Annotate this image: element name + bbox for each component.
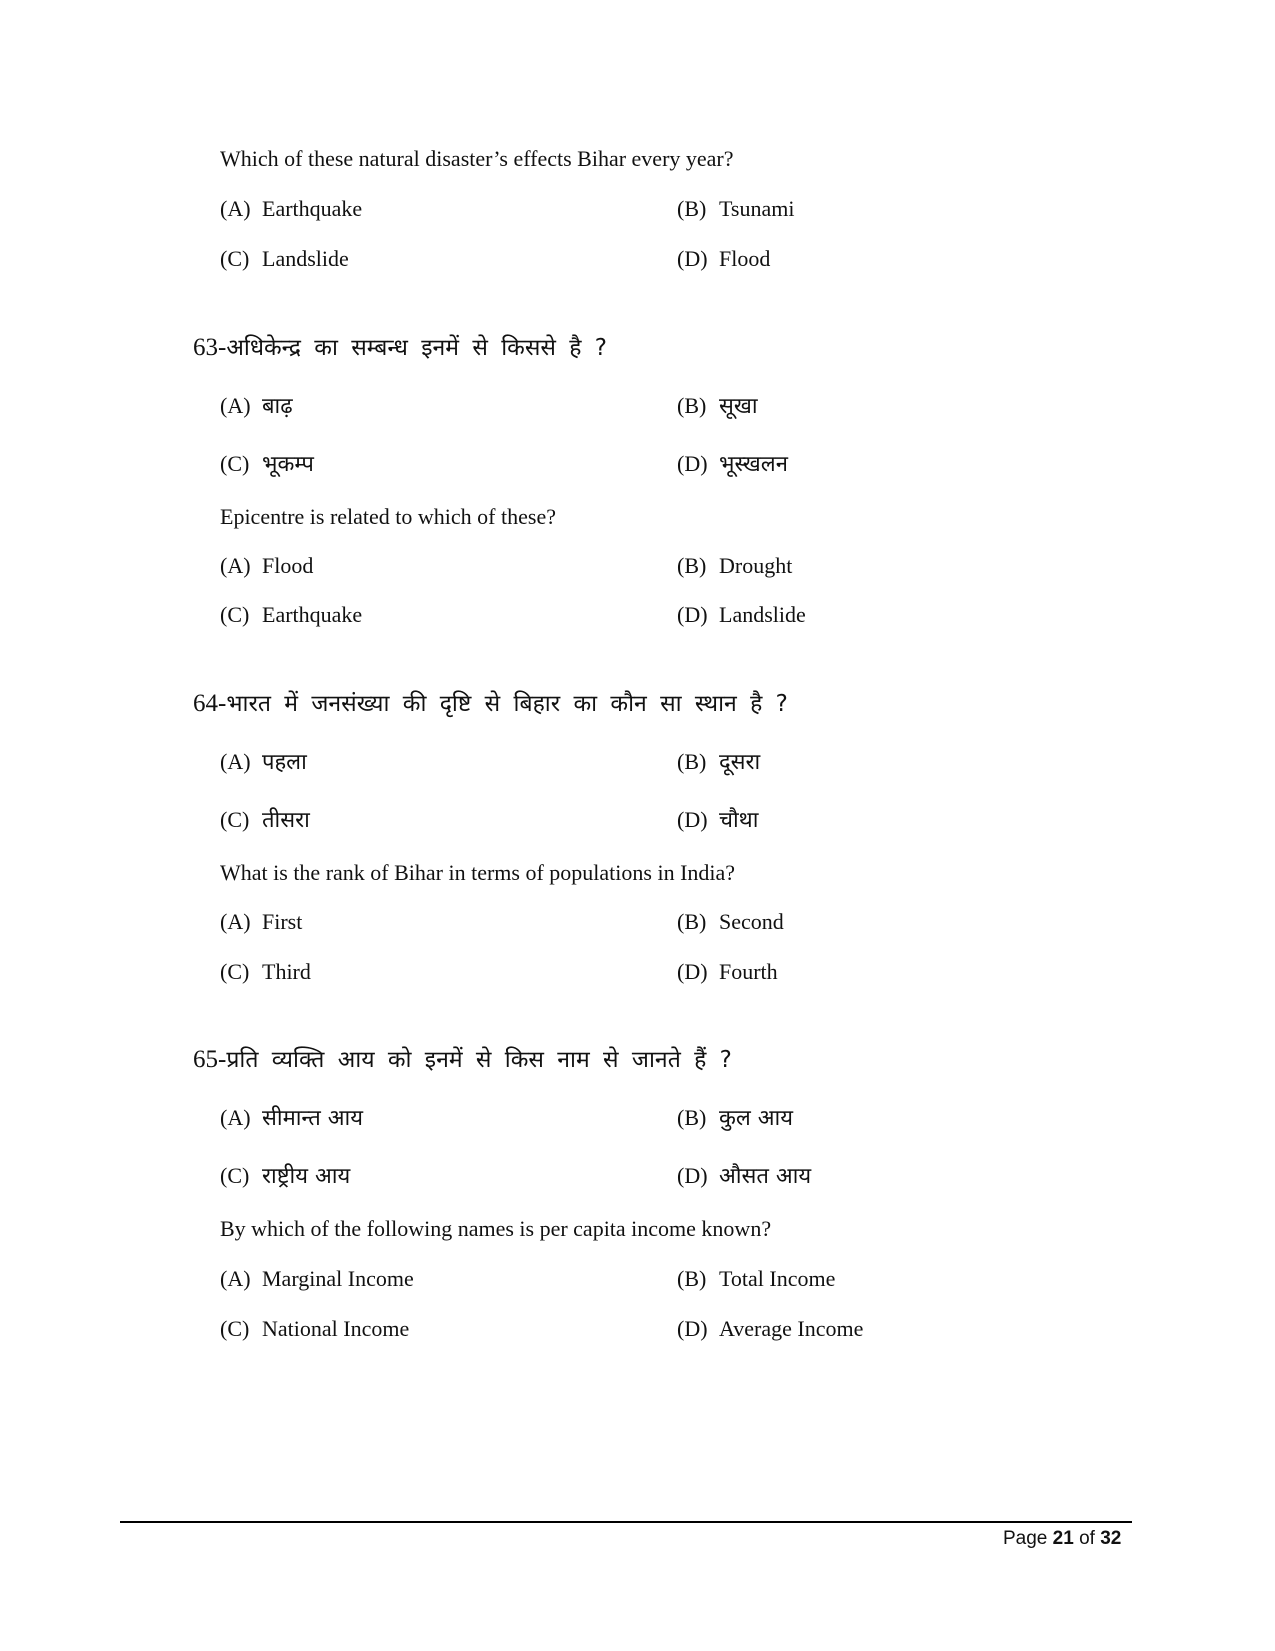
option-label: (C) bbox=[220, 1316, 250, 1341]
current-page: 21 bbox=[1052, 1528, 1074, 1549]
option-label: (D) bbox=[677, 1316, 708, 1341]
of-word: of bbox=[1079, 1528, 1095, 1549]
q64-hi-option-a bbox=[220, 746, 307, 776]
option-label: (A) bbox=[220, 393, 251, 418]
q65-hi-option-a bbox=[220, 1102, 363, 1132]
option-label: (B) bbox=[677, 1266, 707, 1291]
q64-en-option-b bbox=[677, 909, 784, 935]
option-text: Second bbox=[719, 909, 784, 934]
option-label: (B) bbox=[677, 749, 707, 774]
page-number bbox=[1003, 1528, 1121, 1550]
option-label: (C) bbox=[220, 959, 250, 984]
option-text: Drought bbox=[719, 553, 793, 578]
option-text: Earthquake bbox=[262, 602, 363, 627]
q65-en-option-c bbox=[220, 1316, 409, 1342]
option-text: बाढ़ bbox=[262, 394, 293, 419]
option-label: (D) bbox=[677, 959, 708, 984]
option-text: National Income bbox=[262, 1316, 410, 1341]
option-text: सीमान्त आय bbox=[262, 1106, 363, 1131]
option-text: भूस्खलन bbox=[719, 452, 788, 477]
q64-en-option-c bbox=[220, 959, 311, 985]
question-62-english-text: Which of these natural disaster’s effects Bihar every year? bbox=[220, 146, 734, 171]
q62-option-c bbox=[220, 246, 349, 272]
option-label: (A) bbox=[220, 196, 251, 221]
option-text: Marginal Income bbox=[262, 1266, 414, 1291]
q63-en-option-c bbox=[220, 602, 362, 628]
option-label: (A) bbox=[220, 1105, 251, 1130]
q63-en-option-b bbox=[677, 553, 792, 579]
option-label: (A) bbox=[220, 909, 251, 934]
q64-en-option-a bbox=[220, 909, 302, 935]
option-text: Flood bbox=[262, 553, 314, 578]
q63-en-option-a bbox=[220, 553, 313, 579]
question-number: 63- bbox=[193, 334, 227, 361]
option-label: (C) bbox=[220, 246, 250, 271]
option-label: (B) bbox=[677, 196, 707, 221]
q65-en-option-a bbox=[220, 1266, 414, 1292]
q64-hi-option-d bbox=[677, 804, 758, 834]
question-hindi-text: प्रति व्यक्ति आय को इनमें से किस नाम से जानते हैं ? bbox=[226, 1047, 732, 1073]
option-label: (C) bbox=[220, 1163, 250, 1188]
option-label: (C) bbox=[220, 602, 250, 627]
option-label: (B) bbox=[677, 393, 707, 418]
option-text: First bbox=[262, 909, 303, 934]
q64-hi-option-b bbox=[677, 746, 760, 776]
option-text: सूखा bbox=[719, 394, 758, 419]
page-word: Page bbox=[1003, 1528, 1048, 1549]
option-label: (A) bbox=[220, 1266, 251, 1291]
option-text: पहला bbox=[262, 750, 307, 775]
option-text: Landslide bbox=[262, 246, 349, 271]
option-text: राष्ट्रीय आय bbox=[262, 1164, 351, 1189]
q63-hi-option-b bbox=[677, 390, 758, 420]
option-label: (D) bbox=[677, 602, 708, 627]
option-text: कुल आय bbox=[719, 1106, 794, 1131]
option-text: Fourth bbox=[719, 959, 778, 984]
question-63-hindi bbox=[193, 330, 607, 362]
option-text: Total Income bbox=[719, 1266, 836, 1291]
option-text: औसत आय bbox=[719, 1164, 812, 1189]
option-label: (D) bbox=[677, 451, 708, 476]
option-label: (C) bbox=[220, 807, 250, 832]
option-text: चौथा bbox=[719, 808, 759, 833]
option-label: (D) bbox=[677, 1163, 708, 1188]
question-hindi-text: अधिकेन्द्र का सम्बन्ध इनमें से किससे है ? bbox=[226, 335, 607, 361]
option-text: Tsunami bbox=[719, 196, 795, 221]
option-text: Average Income bbox=[719, 1316, 864, 1341]
option-label: (A) bbox=[220, 749, 251, 774]
option-label: (B) bbox=[677, 1105, 707, 1130]
option-text: दूसरा bbox=[719, 750, 761, 775]
option-label: (D) bbox=[677, 246, 708, 271]
q63-hi-option-a bbox=[220, 390, 293, 420]
option-text: Earthquake bbox=[262, 196, 363, 221]
question-63-english-text: Epicentre is related to which of these? bbox=[220, 504, 556, 529]
total-pages: 32 bbox=[1100, 1528, 1122, 1549]
q64-hi-option-c bbox=[220, 804, 310, 834]
footer-divider bbox=[120, 1521, 1132, 1523]
q63-hi-option-c bbox=[220, 448, 314, 478]
option-text: Third bbox=[262, 959, 311, 984]
q65-hi-option-c bbox=[220, 1160, 350, 1190]
q65-en-option-d bbox=[677, 1316, 863, 1342]
option-label: (B) bbox=[677, 553, 707, 578]
option-text: Flood bbox=[719, 246, 771, 271]
option-label: (B) bbox=[677, 909, 707, 934]
question-number: 65- bbox=[193, 1046, 227, 1073]
option-label: (C) bbox=[220, 451, 250, 476]
question-64-hindi bbox=[193, 686, 788, 718]
q62-option-b bbox=[677, 196, 794, 222]
q64-en-option-d bbox=[677, 959, 778, 985]
q63-en-option-d bbox=[677, 602, 806, 628]
question-65-hindi bbox=[193, 1042, 732, 1074]
q62-option-d bbox=[677, 246, 770, 272]
question-number: 64- bbox=[193, 690, 227, 717]
question-65-english-text: By which of the following names is per capita income known? bbox=[220, 1216, 772, 1241]
question-hindi-text: भारत में जनसंख्या की दृष्टि से बिहार का कौन सा स्थान है ? bbox=[226, 691, 788, 717]
q62-option-a bbox=[220, 196, 362, 222]
option-text: तीसरा bbox=[262, 808, 310, 833]
q65-en-option-b bbox=[677, 1266, 835, 1292]
question-64-english-text: What is the rank of Bihar in terms of populations in India? bbox=[220, 860, 736, 885]
option-label: (A) bbox=[220, 553, 251, 578]
q65-hi-option-b bbox=[677, 1102, 793, 1132]
option-text: भूकम्प bbox=[262, 452, 314, 477]
option-text: Landslide bbox=[719, 602, 806, 627]
q63-hi-option-d bbox=[677, 448, 788, 478]
option-label: (D) bbox=[677, 807, 708, 832]
q65-hi-option-d bbox=[677, 1160, 811, 1190]
